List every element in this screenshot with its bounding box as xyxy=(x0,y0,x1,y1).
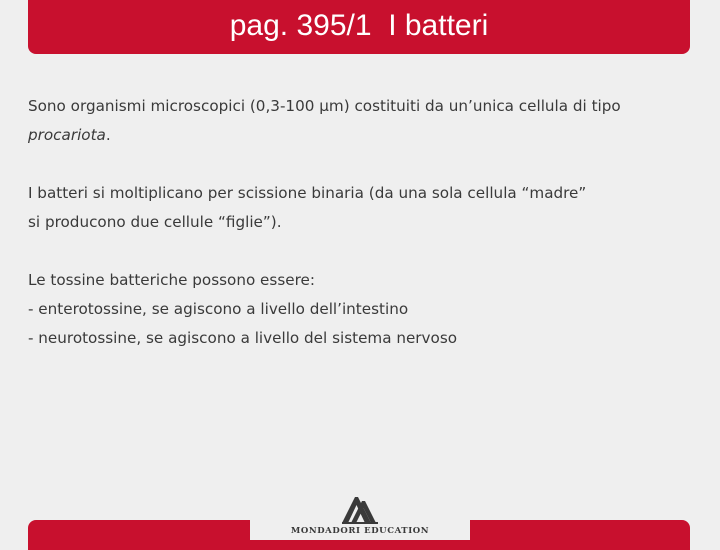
period-text: . xyxy=(105,126,111,144)
paragraph-reproduction-line-2: si producono due cellule “figlie”). xyxy=(28,213,282,231)
paragraph-definition xyxy=(28,92,698,150)
paragraph-definition-line-2 xyxy=(28,121,698,150)
procariota-term: procariota xyxy=(28,126,106,144)
publisher-logo xyxy=(250,490,470,540)
mondadori-a-logo-icon xyxy=(342,496,378,524)
paragraph-toxins-intro: Le tossine batteriche possono essere: xyxy=(28,271,315,289)
paragraph-toxins xyxy=(28,266,698,353)
list-item-neurotoxins: - neurotossine, se agiscono a livello del sistema nervoso xyxy=(28,329,458,347)
paragraph-reproduction-line-1: I batteri si moltiplicano per scissione binaria (da una sola cellula “madre” xyxy=(28,184,587,202)
paragraph-definition-line-1: Sono organismi microscopici (0,3-100 µm) costituiti da un’unica cellula di tipo xyxy=(28,97,621,115)
paragraph-reproduction xyxy=(28,179,698,237)
slide-content xyxy=(28,92,698,353)
publisher-logo-text: MONDADORI EDUCATION xyxy=(290,526,430,536)
page-title: pag. 395/1 I batteri xyxy=(229,9,489,42)
list-item-enterotoxins: - enterotossine, se agiscono a livello dell’intestino xyxy=(28,300,409,318)
title-bar xyxy=(28,0,690,54)
